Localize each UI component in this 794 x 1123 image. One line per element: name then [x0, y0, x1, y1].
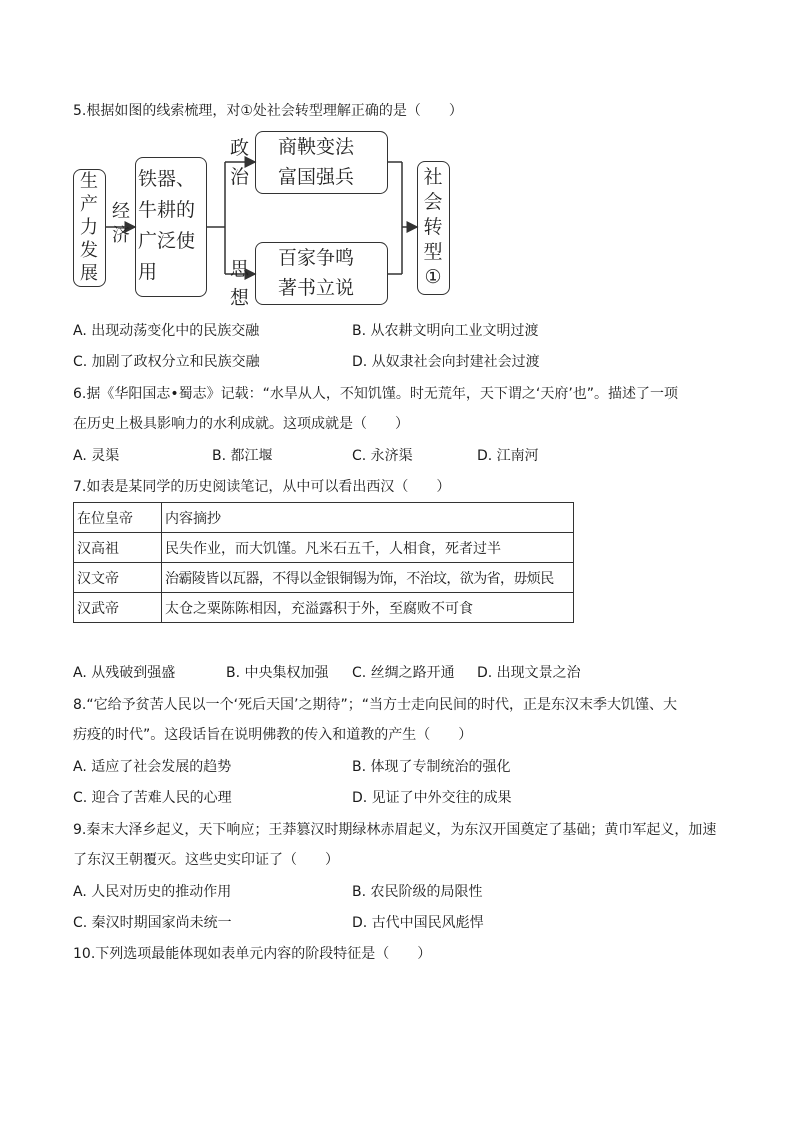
table-row: [74, 593, 574, 623]
diagram-shangyang-line-1: 商鞅变法: [278, 136, 355, 158]
table-cell-emperor: 汉文帝: [74, 563, 162, 593]
q8-option-c[interactable]: C. 迎合了苦难人民的心理: [73, 790, 232, 806]
diagram-iron-plough-line-4: 用: [138, 261, 158, 283]
table-row: [74, 533, 574, 563]
table-header-emperor: 在位皇帝: [74, 503, 162, 533]
q9-option-b[interactable]: B. 农民阶级的局限性: [352, 884, 483, 900]
table-cell-excerpt: 治霸陵皆以瓦器，不得以金银铜锡为饰，不治坟，欲为省，毋烦民: [162, 563, 574, 593]
diagram-iron-plough-line-1: 铁器、: [138, 168, 196, 190]
q7-option-a[interactable]: A. 从残破到强盛: [73, 665, 176, 681]
diagram-hundred-schools-line-2: 著书立说: [278, 277, 355, 299]
table-header-row: [74, 503, 574, 533]
q7-option-d[interactable]: D. 出现文景之治: [477, 665, 581, 681]
q6-stem-line-1: 6.据《华阳国志•蜀志》记载：“水旱从人，不知饥馑。时无荒年，天下谓之‘天府’也”。描述了一项: [73, 386, 679, 402]
q7-option-b[interactable]: B. 中央集权加强: [226, 665, 329, 681]
table-header-excerpt: 内容摘抄: [162, 503, 574, 533]
q8-stem-line-1: 8.“它给予贫苦人民以一个‘死后天国’之期待”；“当方士走向民间的时代，正是东汉末季大饥馑、大: [73, 697, 678, 713]
q6-option-d[interactable]: D. 江南河: [477, 448, 539, 464]
diagram-iron-plough-line-2: 牛耕的: [138, 199, 196, 221]
q7-reading-notes-table: [73, 502, 574, 623]
diagram-iron-plough-line-3: 广泛使: [138, 230, 196, 252]
q8-stem-line-2: 疠疫的时代”。这段话旨在说明佛教的传入和道教的产生（ ）: [73, 727, 473, 743]
q6-option-c[interactable]: C. 永济渠: [352, 448, 413, 464]
diagram-economy-label: 经济: [112, 201, 130, 246]
table-row: [74, 563, 574, 593]
table-cell-excerpt: 太仓之粟陈陈相因，充溢露积于外，至腐败不可食: [162, 593, 574, 623]
q9-stem-line-2: 了东汉王朝覆灭。这些史实印证了（ ）: [73, 852, 339, 868]
diagram-productivity-text: 生产力发展: [80, 171, 98, 284]
q5-option-d[interactable]: D. 从奴隶社会向封建社会过渡: [352, 354, 540, 370]
diagram-thought-label-1: 思: [230, 258, 250, 280]
q6-option-b[interactable]: B. 都江堰: [212, 448, 273, 464]
diagram-thought-label-2: 想: [230, 287, 250, 309]
q9-option-a[interactable]: A. 人民对历史的推动作用: [73, 884, 232, 900]
table-cell-excerpt: 民失作业，而大饥馑。凡米石五千，人相食，死者过半: [162, 533, 574, 563]
q8-option-b[interactable]: B. 体现了专制统治的强化: [352, 759, 511, 775]
diagram-politics-label-2: 治: [230, 166, 250, 188]
q5-option-a[interactable]: A. 出现动荡变化中的民族交融: [73, 323, 260, 339]
diagram-hundred-schools-line-1: 百家争鸣: [278, 247, 355, 269]
q9-option-d[interactable]: D. 古代中国民风彪悍: [352, 915, 484, 931]
table-cell-emperor: 汉武帝: [74, 593, 162, 623]
diagram-connectors: [0, 0, 794, 320]
q6-option-a[interactable]: A. 灵渠: [73, 448, 120, 464]
q5-stem: 5.根据如图的线索梳理，对①处社会转型理解正确的是（ ）: [73, 103, 463, 119]
q10-stem: 10.下列选项最能体现如表单元内容的阶段特征是（ ）: [73, 946, 432, 962]
q8-option-a[interactable]: A. 适应了社会发展的趋势: [73, 759, 232, 775]
q9-option-c[interactable]: C. 秦汉时期国家尚未统一: [73, 915, 232, 931]
q5-option-c[interactable]: C. 加剧了政权分立和民族交融: [73, 354, 260, 370]
q9-stem-line-1: 9.秦末大泽乡起义，天下响应；王莽篡汉时期绿林赤眉起义，为东汉开国奠定了基础；黄巾军起义，加速: [73, 822, 717, 838]
q5-option-b[interactable]: B. 从农耕文明向工业文明过渡: [352, 323, 539, 339]
diagram-social-transition-text: 社会转型①: [423, 166, 443, 288]
diagram-shangyang-line-2: 富国强兵: [278, 166, 355, 188]
q7-option-c[interactable]: C. 丝绸之路开通: [352, 665, 455, 681]
q8-option-d[interactable]: D. 见证了中外交往的成果: [352, 790, 512, 806]
q6-stem-line-2: 在历史上极具影响力的水利成就。这项成就是（ ）: [73, 416, 409, 432]
diagram-politics-label-1: 政: [230, 137, 250, 159]
table-cell-emperor: 汉高祖: [74, 533, 162, 563]
q7-stem: 7.如表是某同学的历史阅读笔记，从中可以看出西汉（ ）: [73, 479, 451, 495]
